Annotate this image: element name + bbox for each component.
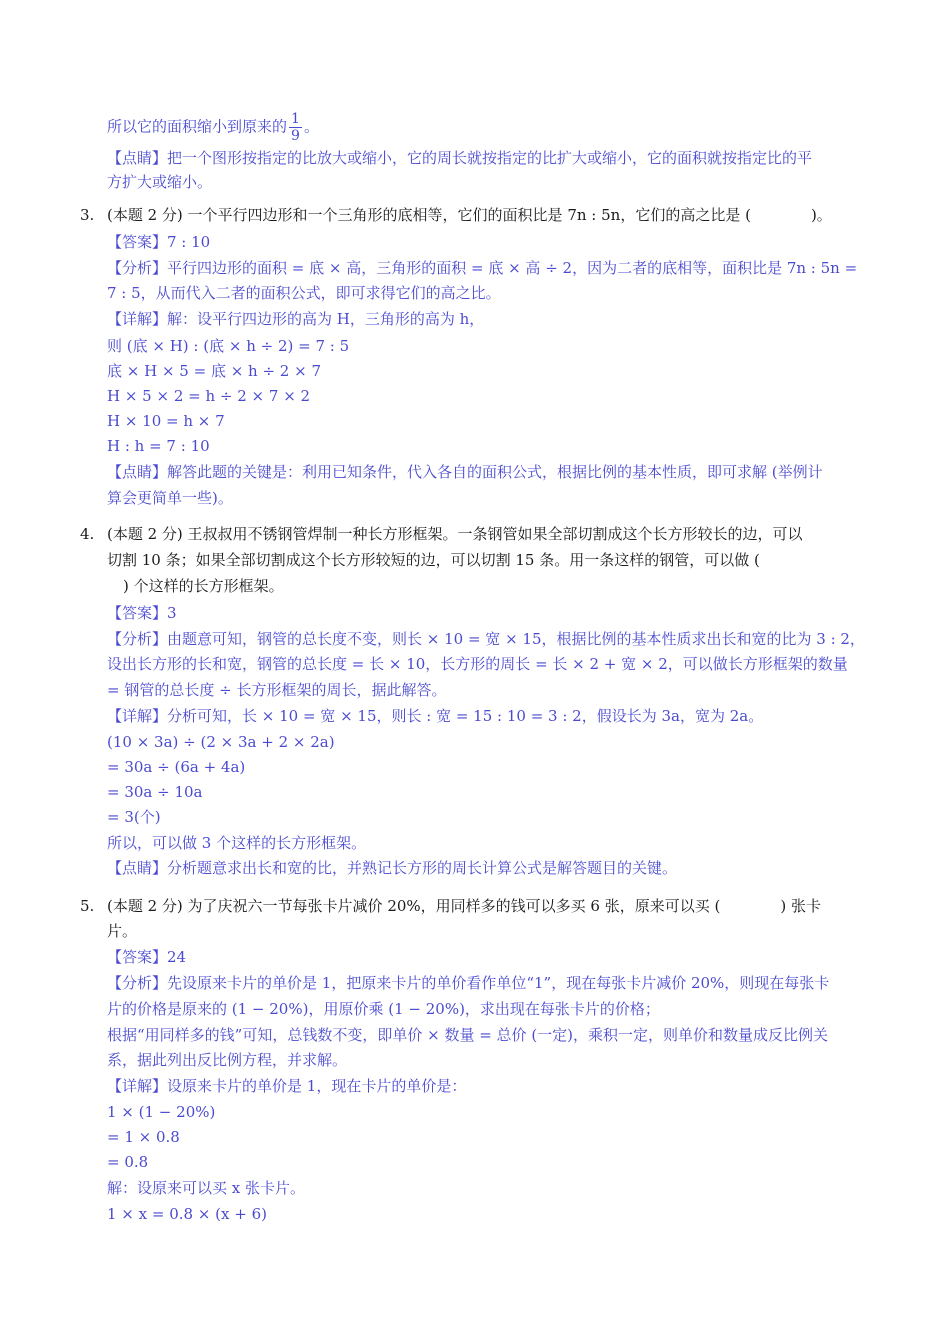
answer-line: 【答案】7 : 10	[107, 233, 211, 251]
fraction-numerator: 1	[291, 111, 300, 127]
text-span: )。	[810, 206, 832, 224]
text-line: 1 × x = 0.8 × (x + 6)	[107, 1205, 267, 1223]
text-line: 解：设原来可以买 x 张卡片。	[107, 1179, 305, 1197]
text-line: 【详解】解：设平行四边形的高为 H，三角形的高为 h，	[107, 310, 485, 328]
text-span: (本题 2 分) 一个平行四边形和一个三角形的底相等，它们的面积比是 7n : 5n，它们的高之比是 (	[107, 206, 751, 224]
text-line: = 30a ÷ (6a + 4a)	[107, 758, 246, 776]
text-line: 算会更简单一些)。	[107, 489, 233, 507]
text-line: 【详解】分析可知，长 × 10 = 宽 × 15，则长 : 宽 = 15 : 10 = 3 : 2，假设长为 3a，宽为 2a。	[107, 707, 764, 725]
text-line: 【点睛】解答此题的关键是：利用已知条件，代入各自的面积公式，根据比例的基本性质，即可求解 (举例计	[107, 463, 823, 481]
question-text	[107, 205, 832, 225]
answer-line: 【答案】3	[107, 604, 177, 622]
text-span: ) 个这样的长方形框架。	[123, 577, 284, 595]
text-line: 7 : 5，从而代入二者的面积公式，即可求得它们的高之比。	[107, 284, 501, 302]
question-number: 3.	[80, 206, 95, 224]
text-line: = 1 × 0.8	[107, 1128, 180, 1146]
fraction-denominator: 9	[291, 128, 300, 144]
text-line: 【分析】由题意可知，钢管的总长度不变，则长 × 10 = 宽 × 15，根据比例的基本性质求出长和宽的比为 3 : 2，	[107, 630, 865, 648]
question-text: 切割 10 条；如果全部切割成这个长方形较短的边，可以切割 15 条。用一条这样的钢管，可以做 (	[107, 551, 760, 569]
question-text	[107, 576, 284, 596]
text-line	[107, 112, 319, 143]
text-line: 【分析】平行四边形的面积 = 底 × 高，三角形的面积 = 底 × 高 ÷ 2，因为二者的底相等，面积比是 7n : 5n =	[107, 259, 858, 277]
text-line: H × 10 = h × 7	[107, 412, 225, 430]
question-text: 片。	[107, 922, 138, 940]
text-line: 片的价格是原来的 (1 − 20%)，用原价乘 (1 − 20%)，求出现在每张卡片的价格；	[107, 1000, 660, 1018]
answer-line: 【答案】24	[107, 948, 187, 966]
text-span: 。	[303, 117, 319, 136]
fraction	[289, 112, 302, 143]
text-span: 所以它的面积缩小到原来的	[107, 117, 288, 136]
text-line: 底 × H × 5 = 底 × h ÷ 2 × 7	[107, 362, 321, 380]
question-text	[107, 896, 821, 916]
text-line: = 3(个)	[107, 808, 161, 826]
text-line: H × 5 × 2 = h ÷ 2 × 7 × 2	[107, 387, 311, 405]
text-line: 设出长方形的长和宽，钢管的总长度 = 长 × 10，长方形的周长 = 长 × 2 + 宽 × 2，可以做长方形框架的数量	[107, 655, 848, 673]
question-number: 5.	[80, 897, 95, 915]
text-line: 1 × (1 − 20%)	[107, 1103, 216, 1121]
question-text: (本题 2 分) 王叔叔用不锈钢管焊制一种长方形框架。一条钢管如果全部切割成这个长方形较长的边，可以	[107, 525, 803, 543]
text-line: 【点睛】分析题意求出长和宽的比，并熟记长方形的周长计算公式是解答题目的关键。	[107, 859, 678, 877]
text-line: (10 × 3a) ÷ (2 × 3a + 2 × 2a)	[107, 733, 335, 751]
text-line: H : h = 7 : 10	[107, 437, 210, 455]
text-line: 方扩大或缩小。	[107, 173, 213, 191]
text-line: = 0.8	[107, 1153, 149, 1171]
question-number: 4.	[80, 525, 95, 543]
text-line: 则 (底 × H) : (底 × h ÷ 2) = 7 : 5	[107, 337, 350, 355]
text-span: ) 张卡	[780, 897, 821, 915]
text-line: 系，据此列出反比例方程，并求解。	[107, 1051, 348, 1069]
text-line: 所以，可以做 3 个这样的长方形框架。	[107, 834, 367, 852]
text-line: = 钢管的总长度 ÷ 长方形框架的周长，据此解答。	[107, 681, 447, 699]
text-line: 【分析】先设原来卡片的单价是 1，把原来卡片的单价看作单位“1”，现在每张卡片减价 20%，则现在每张卡	[107, 974, 830, 992]
text-line: = 30a ÷ 10a	[107, 783, 203, 801]
text-line: 根据“用同样多的钱”可知，总钱数不变，即单价 × 数量 = 总价 (一定)，乘积一定，则单价和数量成反比例关	[107, 1026, 829, 1044]
text-line: 【点睛】把一个图形按指定的比放大或缩小，它的周长就按指定的比扩大或缩小，它的面积就按指定比的平	[107, 149, 813, 167]
text-line: 【详解】设原来卡片的单价是 1，现在卡片的单价是：	[107, 1077, 467, 1095]
text-span: (本题 2 分) 为了庆祝六一节每张卡片减价 20%，用同样多的钱可以多买 6 张，原来可以买 (	[107, 897, 721, 915]
